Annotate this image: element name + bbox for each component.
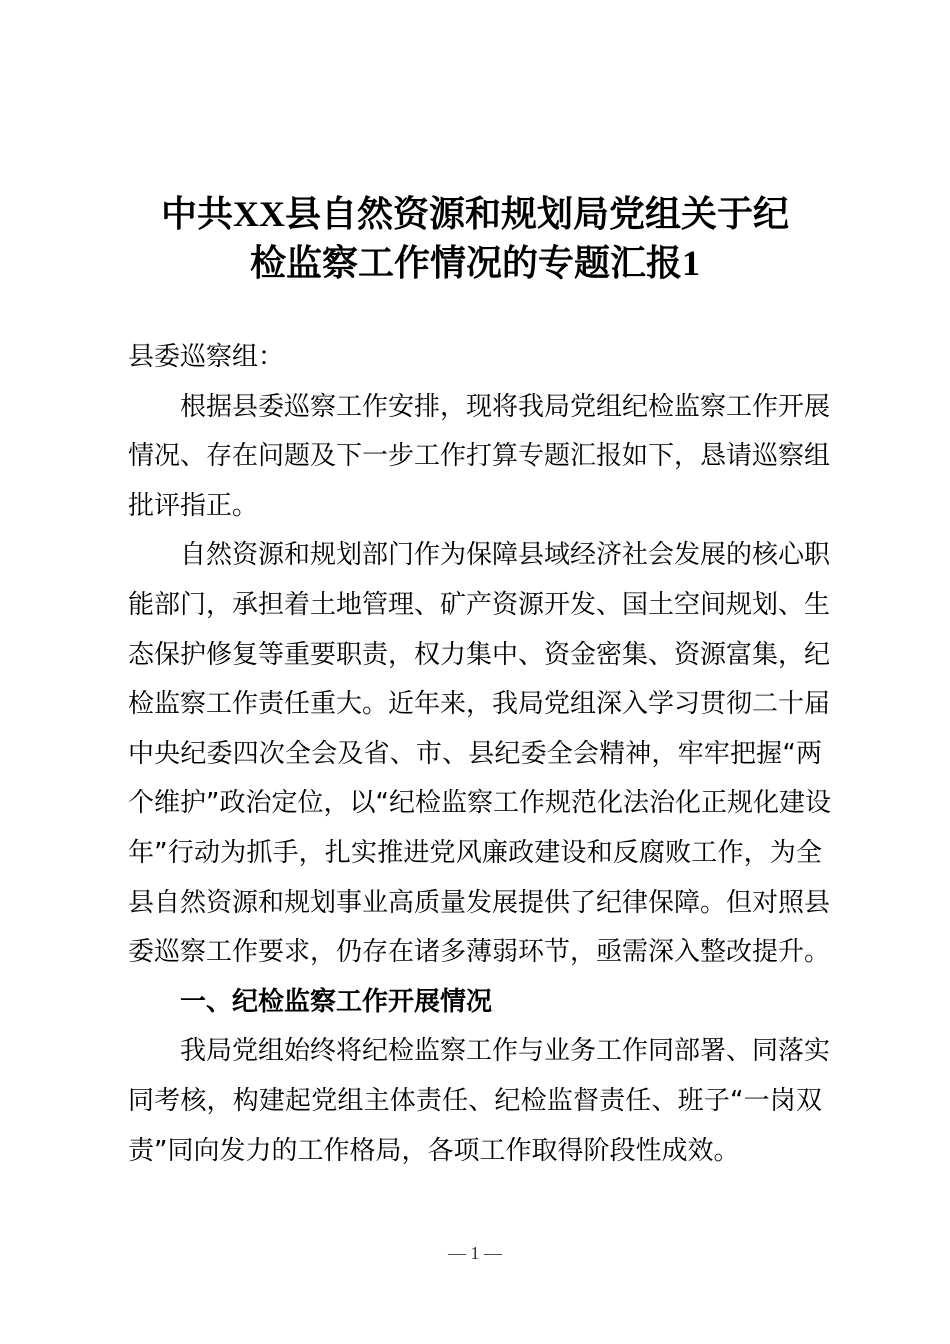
- text-line: 年”行动为抓手，扎实推进党风廉政建设和反腐败工作，为全: [128, 837, 822, 868]
- text-line: 能部门，承担着土地管理、矿产资源开发、国土空间规划、生: [128, 589, 831, 620]
- paragraph-intro: [128, 383, 831, 532]
- section-heading: 一、纪检监察工作开展情况: [180, 986, 493, 1017]
- paragraph-background: [128, 531, 831, 977]
- text-line: 县自然资源和规划事业高质量发展提供了纪律保障。但对照县: [128, 887, 831, 918]
- text-line: 我局党组始终将纪检监察工作与业务工作同部署、同落实: [180, 1036, 831, 1067]
- paragraph-section-1: [128, 1027, 831, 1176]
- text-line: 根据县委巡察工作安排，现将我局党组纪检监察工作开展: [180, 391, 831, 422]
- text-line: 态保护修复等重要职责，权力集中、资金密集、资源富集，纪: [128, 639, 831, 670]
- text-line: 情况、存在问题及下一步工作打算专题汇报如下，恳请巡察组: [128, 441, 831, 472]
- text-line: 检监察工作责任重大。近年来，我局党组深入学习贯彻二十届: [128, 689, 831, 720]
- title-line: 检监察工作情况的专题汇报1: [249, 243, 700, 283]
- text-line: 责”同向发力的工作格局，各项工作取得阶段性成效。: [128, 1135, 740, 1166]
- document-title: [100, 190, 850, 288]
- text-line: 中央纪委四次全会及省、市、县纪委全会精神，牢牢把握“两: [128, 738, 822, 769]
- text-line: 同考核，构建起党组主体责任、纪检监督责任、班子“一岗双: [128, 1085, 822, 1116]
- title-line: 中共XX县自然资源和规划局党组关于纪: [161, 194, 789, 234]
- salutation: 县委巡察组：: [128, 342, 285, 372]
- text-line: 委巡察工作要求，仍存在诸多薄弱环节，亟需深入整改提升。: [128, 937, 831, 968]
- document-body: [128, 333, 831, 1176]
- text-line: 批评指正。: [128, 490, 259, 521]
- page-number: — 1 —: [448, 1243, 502, 1263]
- text-line: 自然资源和规划部门作为保障县域经济社会发展的核心职: [180, 540, 831, 571]
- text-line: 个维护”政治定位，以“纪检监察工作规范化法治化正规化建设: [128, 788, 831, 819]
